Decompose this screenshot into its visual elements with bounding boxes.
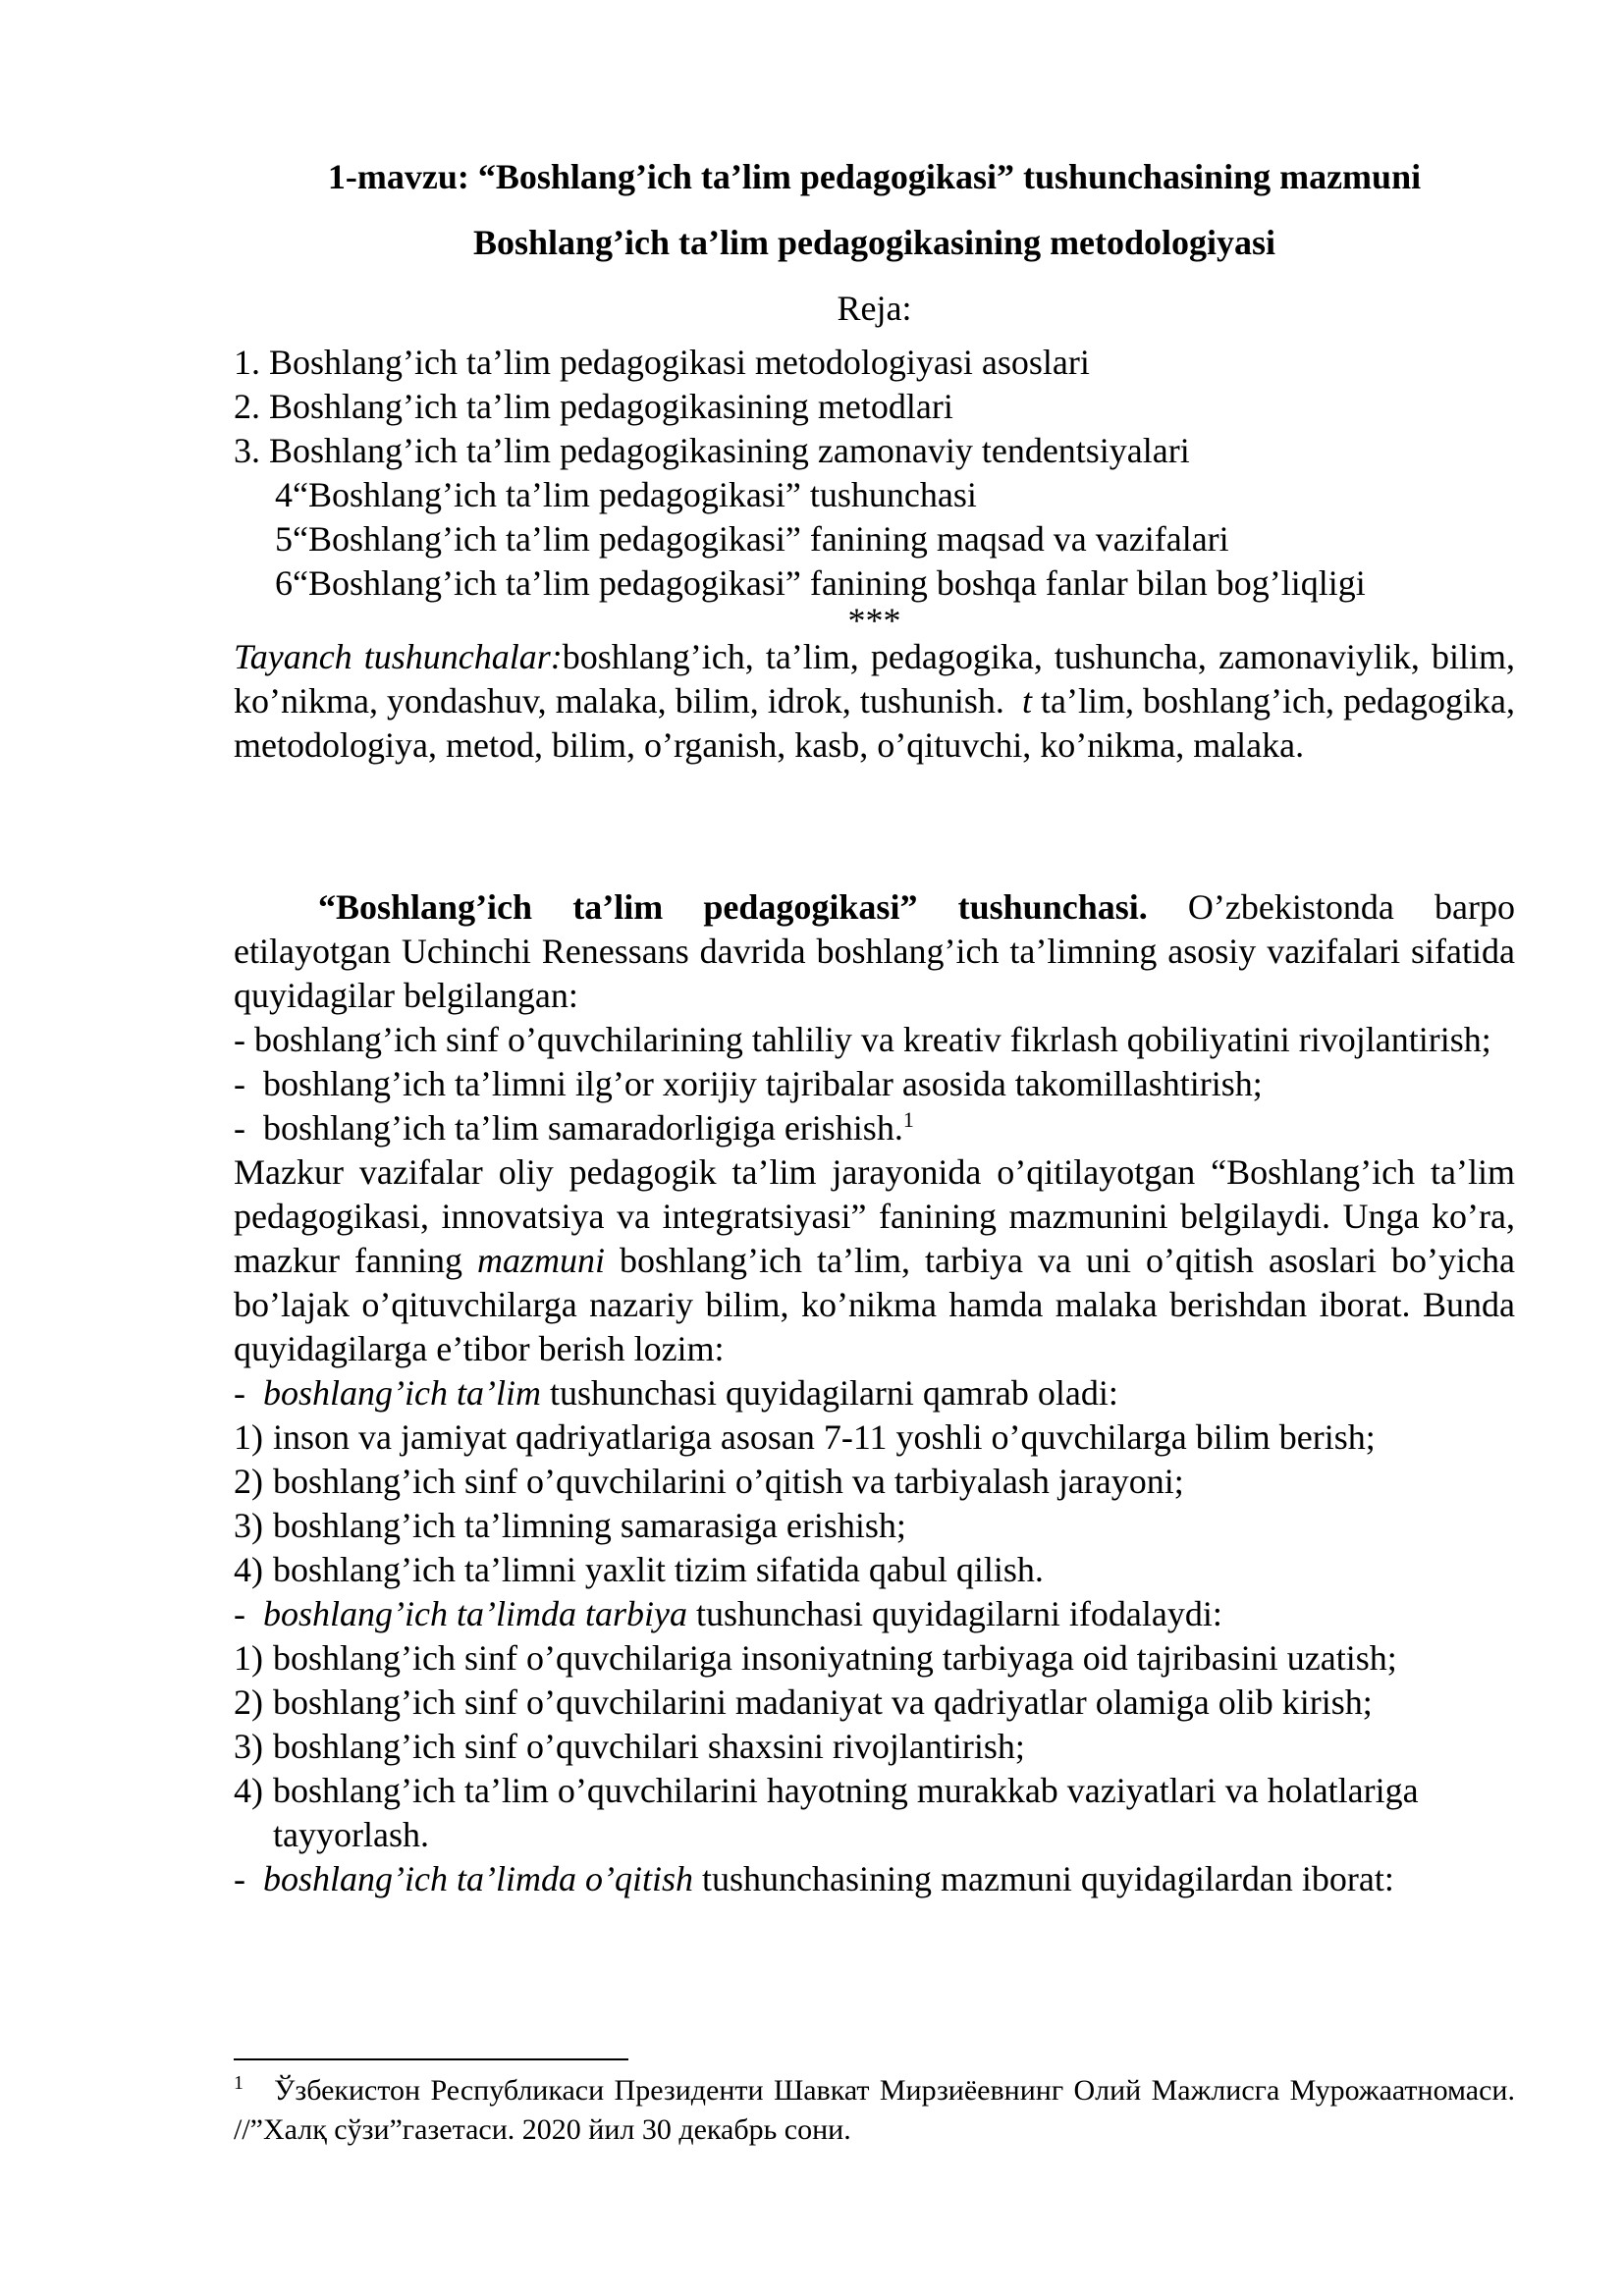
paragraph-emphasis: mazmuni: [476, 1241, 605, 1280]
list-item: [234, 1769, 1515, 1857]
footnote: [234, 2071, 1515, 2150]
separator: ***: [847, 601, 901, 640]
footnote-text: Ўзбекистон Республикаси Президенти Шавкат Мирзиёевнинг Олий Мажлисга Мурожаатномаси. //”Халқ сўзи”газетаси. 2020 йил 30 декабрь сони.: [234, 2074, 1515, 2146]
keywords-text: boshlang’ich, ta’lim, pedagogika, tushuncha, zamonaviylik, bilim, ko’nikma, yondashuv, malaka, bilim, idrok, tushunish.: [234, 637, 1515, 721]
plan-item: 2. Boshlang’ich ta’lim pedagogikasining metodlari: [234, 387, 953, 426]
plan-item: 4“Boshlang’ich ta’lim pedagogikasi” tushunchasi: [275, 475, 977, 514]
list-number: 1): [234, 1638, 263, 1678]
group-rest: tushunchasi quyidagilarni qamrab oladi:: [540, 1373, 1118, 1413]
list-item: [234, 1548, 1515, 1592]
list-item: [234, 1415, 1515, 1460]
plan-item: 6“Boshlang’ich ta’lim pedagogikasi” fanining boshqa fanlar bilan bog’liqligi: [275, 563, 1366, 603]
group-heading: [234, 1592, 1515, 1636]
plan-item: 3. Boshlang’ich ta’lim pedagogikasining zamonaviy tendentsiyalari: [234, 431, 1190, 470]
list-item: [234, 1504, 1515, 1548]
group-dash: -: [234, 1594, 263, 1633]
keywords-paragraph: [234, 635, 1515, 768]
task-item: - boshlang’ich ta’limni ilg’or xorijiy tajribalar asosida takomillashtirish;: [234, 1064, 1263, 1103]
group-term: boshlang’ich ta’limda tarbiya: [263, 1594, 687, 1633]
plan-item: 5“Boshlang’ich ta’lim pedagogikasi” fanining maqsad va vazifalari: [275, 519, 1229, 559]
plan-list: [234, 341, 1515, 606]
list-text: boshlang’ich ta’lim o’quvchilarini hayotning murakkab vaziyatlari va holatlariga tayyorlash.: [273, 1771, 1419, 1854]
plan-heading: Reja:: [837, 289, 912, 328]
list-number: 4): [234, 1550, 263, 1589]
list-number: 3): [234, 1727, 263, 1766]
content-paragraph: [234, 1150, 1515, 1371]
page-subtitle: Boshlang’ich ta’lim pedagogikasining metodologiyasi: [472, 223, 1276, 262]
list-item: [234, 1725, 1515, 1769]
group-heading: [234, 1857, 1515, 1901]
group-term: boshlang’ich ta’limda o’qitish: [263, 1859, 693, 1898]
task-item: - boshlang’ich ta’lim samaradorligiga erishish.: [234, 1108, 903, 1148]
group-heading: [234, 1371, 1515, 1415]
paragraph-text: Mazkur vazifalar oliy pedagogik ta’lim jarayonida o’qitilayotgan “Boshlang’ich ta’lim pedagogikasi, innovatsiya va integratsiyasi” fanining mazmunini belgilaydi. Unga ko’ra, mazkur fanning: [234, 1152, 1515, 1280]
spacer: [234, 768, 1515, 885]
list-text: boshlang’ich sinf o’quvchilariga insoniyatning tarbiyaga oid tajribasini uzatish;: [273, 1638, 1397, 1678]
list-text: boshlang’ich sinf o’quvchilari shaxsini rivojlantirish;: [273, 1727, 1025, 1766]
plan-item: 1. Boshlang’ich ta’lim pedagogikasi metodologiyasi asoslari: [234, 343, 1090, 382]
footnote-mark: 1: [234, 2072, 244, 2094]
page-title: 1-mavzu: “Boshlang’ich ta’lim pedagogikasi” tushunchasining mazmuni: [327, 157, 1422, 196]
group-rest: tushunchasi quyidagilarni ifodalaydi:: [686, 1594, 1222, 1633]
keywords-t-letter: t: [1021, 681, 1032, 721]
list-text: boshlang’ich sinf o’quvchilarini o’qitish va tarbiyalash jarayoni;: [273, 1462, 1184, 1501]
footnote-reference: 1: [902, 1107, 914, 1132]
task-item: - boshlang’ich sinf o’quvchilarining tahliliy va kreativ fikrlash qobiliyatini rivojlantirish;: [234, 1020, 1491, 1059]
paragraph-text: boshlang’ich ta’lim, tarbiya va uni o’qitish asoslari bo’yicha bo’lajak o’qituvchilarga nazariy bilim, ko’nikma hamda malaka berishdan iborat. Bunda quyidagilarga e’tibor berish lozim:: [234, 1241, 1516, 1368]
keywords-label: Tayanch tushunchalar:: [234, 637, 563, 676]
section-heading: “Boshlang’ich ta’lim pedagogikasi” tushunchasi.: [318, 887, 1148, 927]
list-item: [234, 1636, 1515, 1681]
task-item-with-note: [234, 1106, 1515, 1150]
list-number: 1): [234, 1417, 263, 1457]
keywords-text-2: ta’lim, boshlang’ich, pedagogika, metodologiya, metod, bilim, o’rganish, kasb, o’qituvchi, ko’nikma, malaka.: [234, 681, 1516, 765]
group-rest: tushunchasining mazmuni quyidagilardan iborat:: [692, 1859, 1394, 1898]
section-intro-paragraph: [234, 885, 1515, 1018]
list-number: 2): [234, 1462, 263, 1501]
list-text: boshlang’ich ta’limni yaxlit tizim sifatida qabul qilish.: [273, 1550, 1044, 1589]
list-text: boshlang’ich sinf o’quvchilarini madaniyat va qadriyatlar olamiga olib kirish;: [273, 1682, 1373, 1722]
page-body: [234, 147, 1515, 1901]
list-text: boshlang’ich ta’limning samarasiga erishish;: [273, 1506, 906, 1545]
group-dash: -: [234, 1859, 263, 1898]
group-term: boshlang’ich ta’lim: [263, 1373, 541, 1413]
list-item: [234, 1681, 1515, 1725]
footnote-divider: [234, 2058, 628, 2060]
list-item: [234, 1460, 1515, 1504]
list-number: 3): [234, 1506, 263, 1545]
group-dash: -: [234, 1373, 263, 1413]
list-number: 2): [234, 1682, 263, 1722]
list-text: inson va jamiyat qadriyatlariga asosan 7-11 yoshli o’quvchilarga bilim berish;: [273, 1417, 1376, 1457]
section-intro: O’zbekistonda barpo etilayotgan Uchinchi Renessans davrida boshlang’ich ta’limning asosiy vazifalari sifatida quyidagilar belgilangan:: [234, 887, 1516, 1015]
list-number: 4): [234, 1771, 263, 1810]
